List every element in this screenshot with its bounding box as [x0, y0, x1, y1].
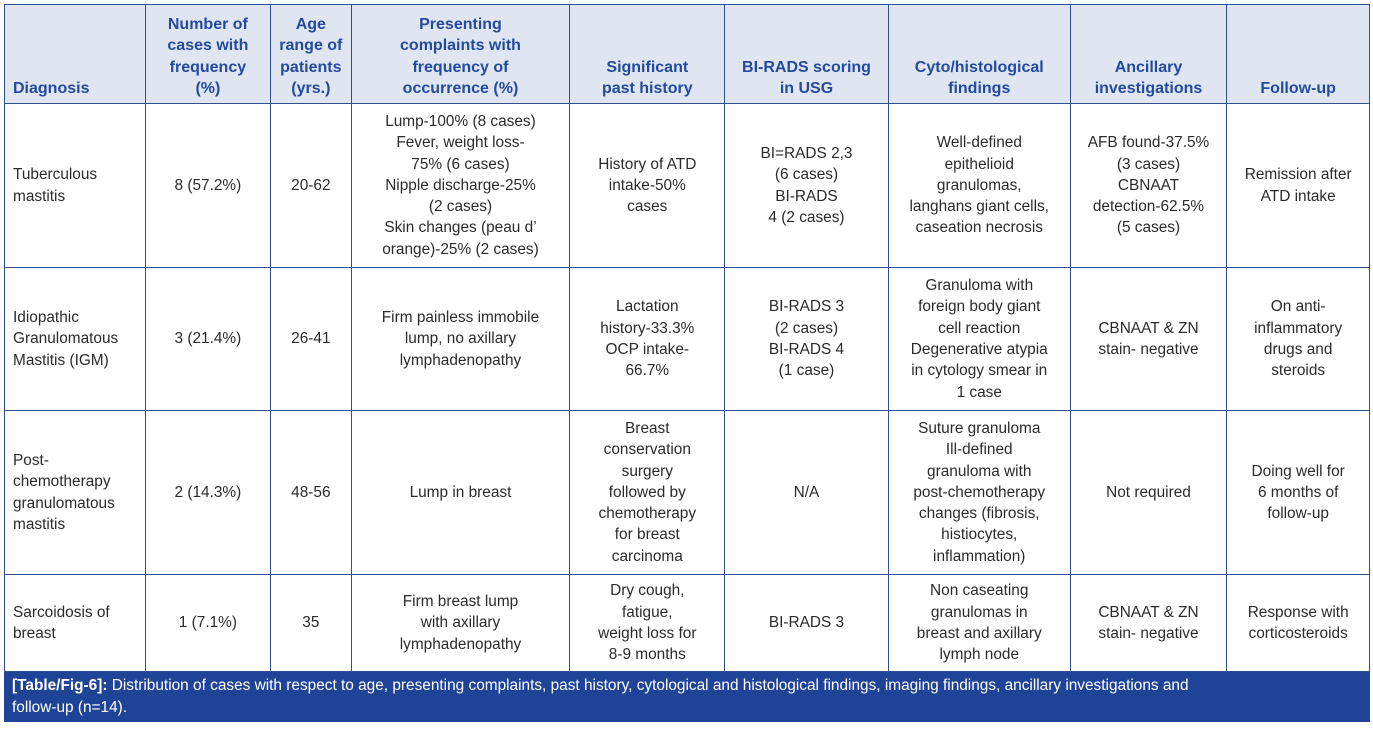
cell-ancillary: Not required [1070, 411, 1227, 575]
cell-cases: 3 (21.4%) [145, 268, 271, 411]
cell-age: 48-56 [271, 411, 351, 575]
cell-diagnosis: Post- chemotherapy granulomatous mastitis [5, 411, 146, 575]
cell-findings: Non caseating granulomas in breast and axillary lymph node [888, 575, 1070, 672]
header-birads: BI-RADS scoring in USG [725, 5, 889, 104]
cell-cases: 8 (57.2%) [145, 104, 271, 268]
cell-followup: Doing well for 6 months of follow-up [1227, 411, 1370, 575]
cell-history: History of ATD intake-50% cases [570, 104, 725, 268]
cell-diagnosis: Sarcoidosis of breast [5, 575, 146, 672]
cell-history: Breast conservation surgery followed by chemotherapy for breast carcinoma [570, 411, 725, 575]
cell-age: 26-41 [271, 268, 351, 411]
cell-birads: BI-RADS 3 [725, 575, 889, 672]
header-ancillary: Ancillary investigations [1070, 5, 1227, 104]
cell-age: 35 [271, 575, 351, 672]
cell-diagnosis: Idiopathic Granulomatous Mastitis (IGM) [5, 268, 146, 411]
cell-complaints: Firm breast lump with axillary lymphadenopathy [351, 575, 570, 672]
cell-ancillary: CBNAAT & ZN stain- negative [1070, 268, 1227, 411]
cell-diagnosis: Tuberculous mastitis [5, 104, 146, 268]
cell-cases: 1 (7.1%) [145, 575, 271, 672]
cell-birads: N/A [725, 411, 889, 575]
cell-history: Dry cough, fatigue, weight loss for 8-9 months [570, 575, 725, 672]
header-cases: Number of cases with frequency (%) [145, 5, 271, 104]
cell-complaints: Firm painless immobile lump, no axillary lymphadenopathy [351, 268, 570, 411]
header-history: Significant past history [570, 5, 725, 104]
figure [4, 4, 1370, 728]
cell-birads: BI-RADS 3 (2 cases) BI-RADS 4 (1 case) [725, 268, 889, 411]
cell-complaints: Lump-100% (8 cases) Fever, weight loss- 75% (6 cases) Nipple discharge-25% (2 cases) Skin changes (peau d’ orange)-25% (2 cases) [351, 104, 570, 268]
caption-text: Distribution of cases with respect to age, presenting complaints, past history, cytological and histological findings, imaging findings, ancillary investigations and [107, 677, 1189, 694]
caption-text-continued: follow-up (n=14). [12, 698, 128, 716]
header-age: Age range of patients (yrs.) [271, 5, 351, 104]
cell-ancillary: AFB found-37.5% (3 cases) CBNAAT detection-62.5% (5 cases) [1070, 104, 1227, 268]
header-findings: Cyto/histological findings [888, 5, 1070, 104]
cell-age: 20-62 [271, 104, 351, 268]
header-diagnosis: Diagnosis [5, 5, 146, 104]
cell-followup: Response with corticosteroids [1227, 575, 1370, 672]
header-followup: Follow-up [1227, 5, 1370, 104]
table-row [5, 268, 1370, 411]
cell-ancillary: CBNAAT & ZN stain- negative [1070, 575, 1227, 672]
cell-findings: Granuloma with foreign body giant cell reaction Degenerative atypia in cytology smear in 1 case [888, 268, 1070, 411]
table-row [5, 411, 1370, 575]
cell-cases: 2 (14.3%) [145, 411, 271, 575]
data-table [4, 4, 1370, 672]
table-row [5, 104, 1370, 268]
header-row [5, 5, 1370, 104]
cell-birads: BI=RADS 2,3 (6 cases) BI-RADS 4 (2 cases) [725, 104, 889, 268]
cell-followup: On anti- inflammatory drugs and steroids [1227, 268, 1370, 411]
header-complaints: Presenting complaints with frequency of occurrence (%) [351, 5, 570, 104]
cell-followup: Remission after ATD intake [1227, 104, 1370, 268]
cell-findings: Suture granuloma Ill-defined granuloma with post-chemotherapy changes (fibrosis, histiocytes, inflammation) [888, 411, 1070, 575]
caption-label: [Table/Fig-6]: [12, 677, 108, 694]
cell-findings: Well-defined epithelioid granulomas, langhans giant cells, caseation necrosis [888, 104, 1070, 268]
cell-complaints: Lump in breast [351, 411, 570, 575]
cell-history: Lactation history-33.3% OCP intake- 66.7% [570, 268, 725, 411]
table-row [5, 575, 1370, 672]
table-caption [4, 672, 1370, 722]
